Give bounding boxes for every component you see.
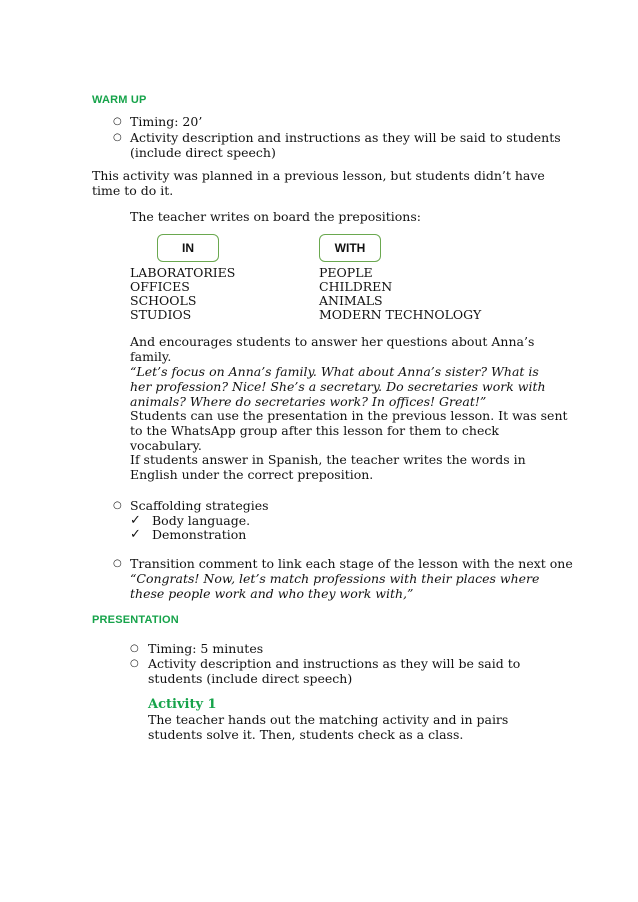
speech-line3: animals? Where do secretaries work? In offices! Great!” (130, 394, 487, 409)
speech-line1: “Let’s focus on Anna’s family. What about Anna’s sister? What is (130, 364, 539, 379)
with-item: ANIMALS (319, 293, 383, 308)
with-item: PEOPLE (319, 265, 373, 280)
presentation-activity-line2: students (include direct speech) (148, 671, 353, 686)
circle-bullet-icon: ○ (130, 643, 139, 654)
strategy-item: Demonstration (152, 527, 247, 542)
intro-line2: time to do it. (92, 183, 174, 198)
spanish-note-line2: English under the correct preposition. (130, 467, 374, 482)
circle-bullet-icon: ○ (113, 116, 122, 127)
warm-up-activity-line1: Activity description and instructions as they will be said to students (130, 130, 561, 145)
circle-bullet-icon: ○ (113, 500, 122, 511)
with-item: CHILDREN (319, 279, 393, 294)
activity-1-title: Activity 1 (148, 697, 217, 712)
speech-line2: her profession? Nice! She’s a secretary. Do secretaries work with (130, 379, 546, 394)
activity-1-line1: The teacher hands out the matching activity and in pairs (148, 712, 509, 727)
presentation-timing: Timing: 5 minutes (148, 641, 264, 656)
transition-label: Transition comment to link each stage of the lesson with the next one (130, 556, 573, 571)
presentation-note-line3: vocabulary. (130, 438, 202, 453)
in-item: OFFICES (130, 279, 190, 294)
with-item: MODERN TECHNOLOGY (319, 307, 482, 322)
presentation-note-line1: Students can use the presentation in the previous lesson. It was sent (130, 408, 568, 423)
warm-up-activity-line2: (include direct speech) (130, 145, 276, 160)
checkmark-icon: ✓ (130, 513, 141, 528)
in-preposition-box: IN (157, 234, 219, 262)
in-item: SCHOOLS (130, 293, 197, 308)
encourage-line1: And encourages students to answer her questions about Anna’s (130, 334, 535, 349)
transition-speech-line1: “Congrats! Now, let’s match professions with their places where (130, 571, 540, 586)
in-item: STUDIOS (130, 307, 192, 322)
transition-speech-line2: these people work and who they work with,” (130, 586, 414, 601)
activity-1-line2: students solve it. Then, students check as a class. (148, 727, 464, 742)
checkmark-icon: ✓ (130, 527, 141, 542)
warm-up-timing: Timing: 20’ (130, 114, 203, 129)
encourage-line2: family. (130, 349, 172, 364)
scaffolding-label: Scaffolding strategies (130, 498, 269, 513)
circle-bullet-icon: ○ (113, 558, 122, 569)
presentation-heading: PRESENTATION (92, 614, 179, 626)
with-preposition-box: WITH (319, 234, 381, 262)
board-line: The teacher writes on board the prepositions: (130, 209, 421, 224)
in-item: LABORATORIES (130, 265, 236, 280)
spanish-note-line1: If students answer in Spanish, the teacher writes the words in (130, 452, 526, 467)
circle-bullet-icon: ○ (113, 132, 122, 143)
presentation-activity-line1: Activity description and instructions as they will be said to (148, 656, 521, 671)
presentation-note-line2: to the WhatsApp group after this lesson for them to check (130, 423, 499, 438)
warm-up-heading: WARM UP (92, 94, 147, 106)
circle-bullet-icon: ○ (130, 658, 139, 669)
strategy-item: Body language. (152, 513, 251, 528)
intro-line1: This activity was planned in a previous lesson, but students didn’t have (92, 168, 545, 183)
